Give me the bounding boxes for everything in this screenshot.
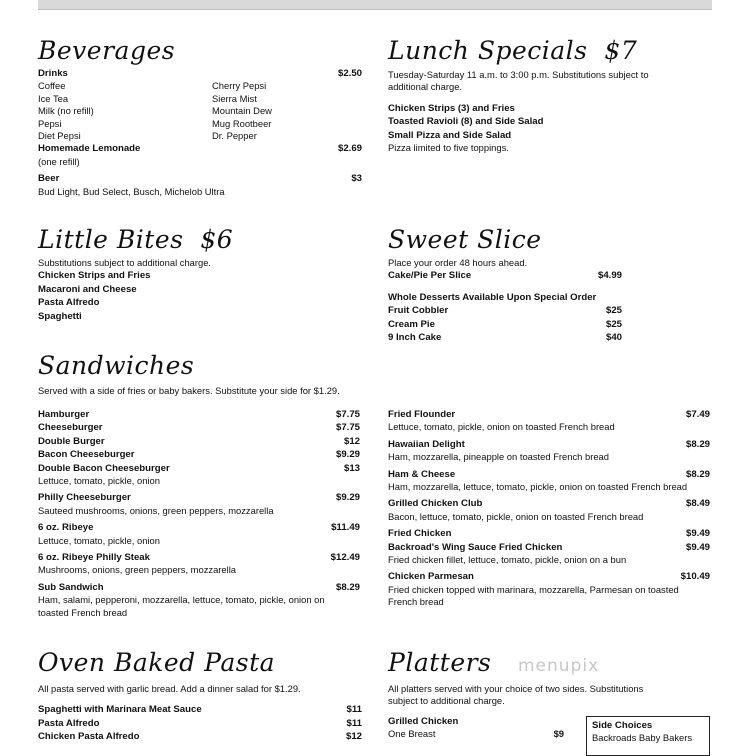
beer-price: $3 [351,173,362,185]
sandwiches-right-column [388,408,710,609]
oven-pasta-note: All pasta served with garlic bread. Add a dinner salad for $1.29. [38,683,301,694]
sandwich-row [38,581,360,594]
top-photo-strip [38,0,712,10]
watermark: menupix [518,656,600,676]
oven-pasta-section [38,648,362,744]
drink-item: Pepsi [38,117,62,129]
sandwich-price: $7.75 [335,422,360,434]
sandwich-name: Ham & Cheese [388,468,456,480]
drinks-label: Drinks [38,68,68,79]
sandwich-desc: French bread [388,596,444,608]
sandwich-row [38,521,360,534]
cake-row [388,269,622,282]
sandwich-name: Backroad's Wing Sauce Fried Chicken [388,541,563,553]
sandwich-name: Philly Cheeseburger [38,492,131,504]
lunch-item: Small Pizza and Side Salad [388,129,512,141]
sandwich-name: Chicken Parmesan [388,571,474,583]
pasta-row: Pasta Alfredo $11 [38,717,362,729]
sandwich-desc: Bacon, lettuce, tomato, pickle, onion on toasted French bread [388,510,644,522]
sandwich-price: $9.29 [335,449,360,461]
drinks-row [38,67,362,80]
lunch-specials-section [388,36,712,154]
sandwich-price: $9.49 [685,541,710,553]
pasta-row: Spaghetti with Marinara Meat Sauce $11 [38,704,362,716]
sandwich-name: Bacon Cheeseburger [38,449,135,461]
sandwich-row [38,551,360,564]
sandwich-desc: Lettuce, tomato, pickle, onion [38,475,160,487]
sandwich-desc: Ham, salami, pepperoni, mozzarella, lettuce, tomato, pickle, onion on [38,594,325,606]
sandwich-desc: toasted French bread [38,606,128,618]
drink-item: Sierra Mist [212,92,257,104]
sandwich-price: $8.29 [685,438,710,450]
sandwich-name: 6 oz. Ribeye Philly Steak [38,552,150,564]
sandwich-name: Hawaiian Delight [388,438,465,450]
sandwich-price: $13 [343,462,360,474]
lemonade-row [38,142,362,155]
lunch-specials-price: $7 [604,36,638,65]
lemonade-note: (one refill) [38,155,80,167]
cake-price: $4.99 [597,270,622,282]
sandwich-row [38,462,360,475]
lemonade-price: $2.69 [337,143,362,155]
sandwich-price: $11.49 [331,522,360,534]
side-choice-item: Backroads Baby Bakers [592,732,693,744]
little-bites-item: Pasta Alfredo [38,297,100,309]
sandwich-desc: Fried chicken topped with marinara, mozzarella, Parmesan on toasted [388,583,679,595]
cake-label: Cake/Pie Per Slice [388,270,472,282]
sandwich-price: $7.75 [335,409,360,420]
sandwich-name: Grilled Chicken Club [388,498,483,510]
oven-pasta-title: Oven Baked Pasta [38,648,276,677]
sandwich-price: $8.29 [685,468,710,480]
beer-note: Bud Light, Bud Select, Busch, Michelob Ultra [38,185,225,197]
drink-item: Diet Pepsi [38,130,81,142]
sandwich-row [388,408,710,421]
lunch-note: additional charge. [388,81,463,93]
platters-title: Platters [388,648,492,677]
lunch-note: Tuesday-Saturday 11 a.m. to 3:00 p.m. Substitutions subject to [388,69,649,80]
sandwich-row [388,570,710,583]
sandwich-price: $12 [343,435,360,447]
sandwich-price: $10.49 [680,571,710,583]
sandwich-desc: Mushrooms, onions, green peppers, mozzarella [38,564,237,576]
sandwich-desc: Ham, mozzarella, lettuce, tomato, pickle, onion on toasted French bread [388,481,688,493]
dessert-row: 9 Inch Cake $40 [388,332,622,344]
lunch-item: Toasted Ravioli (8) and Side Salad [388,116,544,128]
drinks-price: $2.50 [337,68,362,79]
little-bites-item: Chicken Strips and Fries [38,270,151,282]
sandwich-price: $7.49 [685,409,710,420]
pizza-note: Pizza limited to five toppings. [388,142,509,154]
sandwiches-left-column [38,408,360,619]
sweet-slice-title: Sweet Slice [388,225,542,254]
sandwich-desc: Ham, mozzarella, pineapple on toasted French bread [388,451,609,463]
side-choices-title: Side Choices [592,720,653,731]
lunch-specials-title: Lunch Specials $7 [388,36,638,65]
platter-item-label: Grilled Chicken [388,715,459,727]
platter-item-sub: One Breast [388,728,436,740]
sandwich-row [388,438,710,451]
little-bites-note: Substitutions subject to additional charge. [38,257,212,268]
sandwich-desc: Fried chicken fillet, lettuce, tomato, pickle, onion on a bun [388,554,627,566]
dessert-row: Cream Pie $25 [388,318,622,330]
platters-note: All platters served with your choice of two sides. Substitutions [388,683,644,694]
sandwich-row [38,435,360,448]
sandwich-row [388,497,710,510]
sandwich-desc: Lettuce, tomato, pickle, onion on toasted French bread [388,421,615,433]
sandwich-name: Hamburger [38,409,90,420]
sandwich-row [388,468,710,481]
whole-desserts-label: Whole Desserts Available Upon Special Order [388,291,597,303]
drinks-list [38,80,362,142]
sandwich-desc: Sauteed mushrooms, onions, green peppers, mozzarella [38,504,274,516]
sandwich-price: $9.29 [335,492,360,504]
platters-note: subject to additional charge. [388,695,505,707]
little-bites-item: Macaroni and Cheese [38,283,137,295]
sandwich-row [38,421,360,434]
drink-item: Dr. Pepper [212,130,257,142]
lemonade-label: Homemade Lemonade [38,143,141,155]
sandwiches-note: Served with a side of fries or baby bakers. Substitute your side for $1.29. [38,385,340,396]
drink-item: Mug Rootbeer [212,117,272,129]
sandwich-desc: Lettuce, tomato, pickle, onion [38,534,160,546]
sandwich-price: $8.49 [685,498,710,510]
sandwich-name: Fried Flounder [388,409,456,420]
platter-item-row [388,728,564,740]
little-bites-title: Little Bites $6 [38,225,234,254]
pasta-row: Chicken Pasta Alfredo $12 [38,731,362,743]
sweet-slice-section [388,225,622,344]
drink-item: Cherry Pepsi [212,80,267,92]
sandwich-row [38,408,360,421]
sandwich-price: $12.49 [330,552,360,564]
sandwich-name: Double Bacon Cheeseburger [38,462,170,474]
lunch-item: Chicken Strips (3) and Fries [388,102,515,114]
little-bites-item: Spaghetti [38,310,82,322]
dessert-row: Fruit Cobbler $25 [388,305,622,317]
drink-item: Mountain Dew [212,105,272,117]
drink-item: Ice Tea [38,92,69,104]
sandwich-row [38,491,360,504]
beverages-section [38,36,362,198]
sandwich-name: Double Burger [38,435,105,447]
sandwich-price: $8.29 [335,581,360,593]
beer-row [38,172,362,185]
drink-item: Milk (no refill) [38,105,94,117]
beer-label: Beer [38,173,60,185]
beverages-title: Beverages [38,36,176,65]
sandwiches-title: Sandwiches [38,351,195,380]
sandwich-row [388,541,710,554]
side-choices-box [586,716,710,756]
sandwich-name: Fried Chicken [388,528,452,540]
sandwich-name: Sub Sandwich [38,581,104,593]
sandwich-row [38,448,360,461]
sandwich-row [388,527,710,540]
sandwich-name: 6 oz. Ribeye [38,522,94,534]
little-bites-section [38,225,362,323]
little-bites-price: $6 [200,225,234,254]
sandwich-name: Cheeseburger [38,422,103,434]
drink-item: Coffee [38,80,66,92]
sandwiches-section [38,351,712,397]
sandwich-price: $9.49 [685,528,710,540]
sweet-slice-note: Place your order 48 hours ahead. [388,257,528,268]
platter-item-price: $9 [553,728,564,740]
